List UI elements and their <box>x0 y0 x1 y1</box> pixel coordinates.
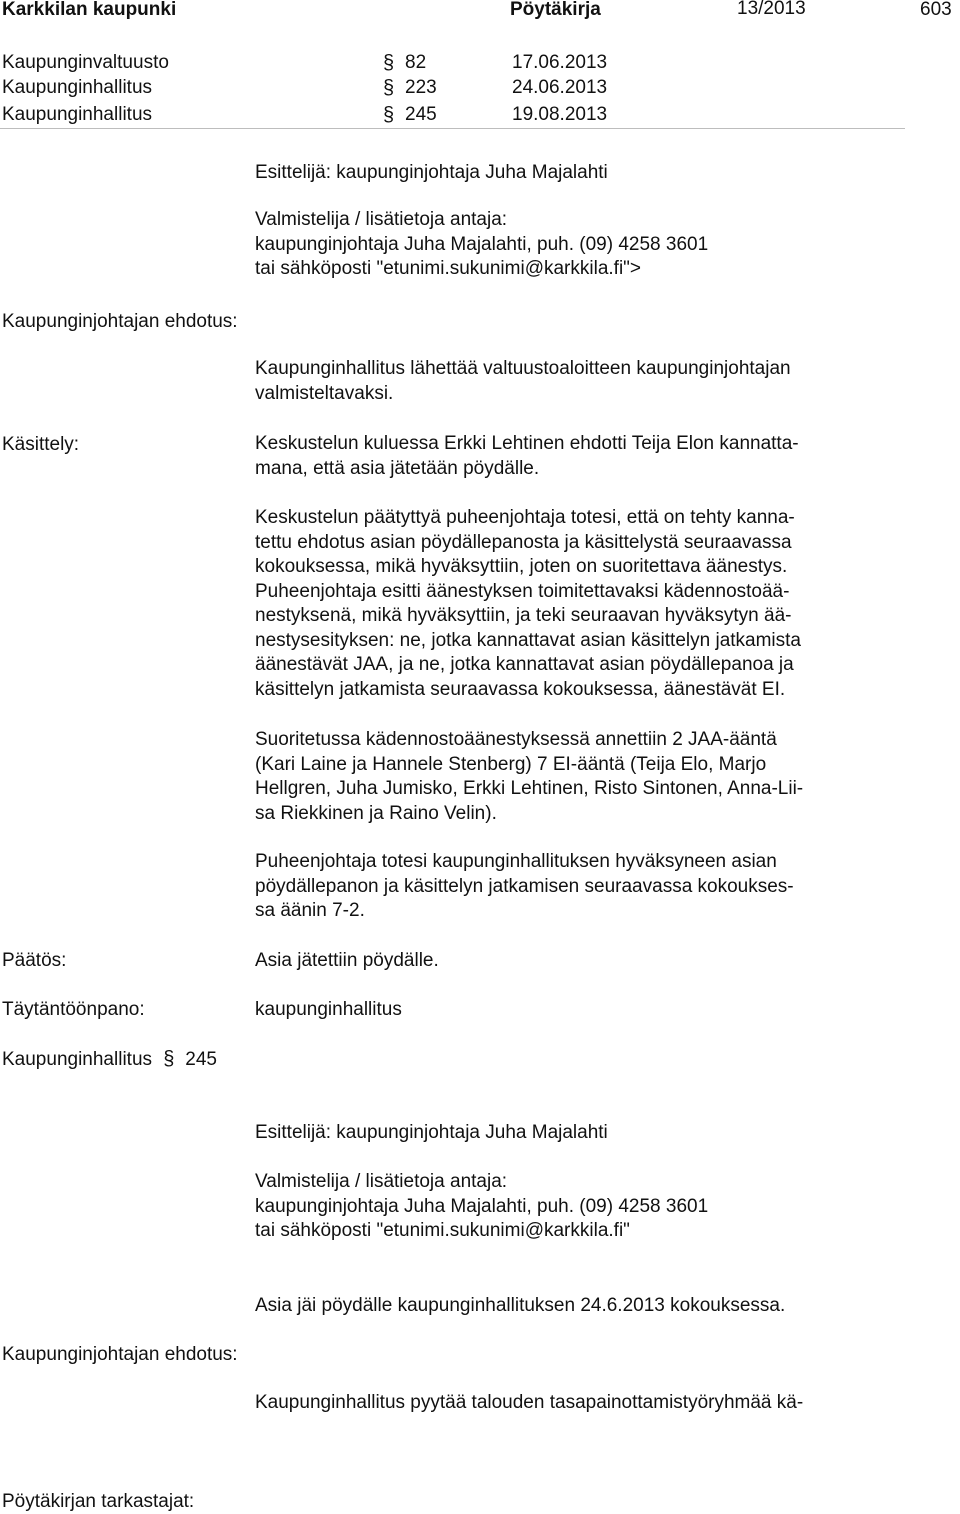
history-section: 223 <box>405 77 437 98</box>
proposal-label: Kaupunginjohtajan ehdotus: <box>2 311 238 332</box>
history-date: 24.06.2013 <box>512 77 608 98</box>
item-note: Asia jäi pöydälle kaupunginhallituksen 24.6.2013 kokouksessa. <box>255 1295 786 1316</box>
preparer-line: Valmistelija / lisätietoja antaja: <box>255 1171 508 1192</box>
history-date: 17.06.2013 <box>512 52 608 73</box>
preparer-line: kaupunginjohtaja Juha Majalahti, puh. (09) 4258 3601 <box>255 1195 709 1217</box>
section-sign: § <box>383 104 395 126</box>
proposal-label: Kaupunginjohtajan ehdotus: <box>2 1344 238 1365</box>
execution-text: kaupunginhallitus <box>255 999 402 1020</box>
presenter: Esittelijä: kaupunginjohtaja Juha Majalahti <box>255 162 608 183</box>
preparer-info <box>255 1170 875 1244</box>
header-divider <box>0 128 905 129</box>
item-heading-section: 245 <box>185 1049 217 1070</box>
preparer-line: Valmistelija / lisätietoja antaja: <box>255 209 508 230</box>
preparer-line: tai sähköposti "etunimi.sukunimi@karkkila.fi"> <box>255 258 642 279</box>
history-body: Kaupunginvaltuusto <box>2 52 169 73</box>
proposal-text: Kaupunginhallitus pyytää talouden tasapainottamistyöryhmää kä- <box>255 1392 804 1413</box>
history-body: Kaupunginhallitus <box>2 104 153 125</box>
city-name: Karkkilan kaupunki <box>2 0 177 20</box>
handling-paragraph: Puheenjohtaja totesi kaupunginhallituksen hyväksyneen asian pöydällepanon ja käsittelyn jatkamisen seuraavassa kokoukses- sa äänin 7-2. <box>255 851 794 921</box>
document-number: 13/2013 <box>737 0 806 19</box>
handling-paragraph: Suoritetussa kädennostoäänestyksessä annettiin 2 JAA-ääntä (Kari Laine ja Hannele Stenberg) 7 EI-ääntä (Teija Elo, Marjo Hellgren, Juha Jumisko, Erkki Lehtinen, Risto Sintonen, Anna-Lii- sa Riekkinen ja Raino Velin). <box>255 729 804 824</box>
handling-label: Käsittely: <box>2 434 80 455</box>
preparer-line: tai sähköposti "etunimi.sukunimi@karkkila.fi" <box>255 1220 630 1241</box>
history-section: 82 <box>405 52 427 73</box>
presenter: Esittelijä: kaupunginjohtaja Juha Majalahti <box>255 1122 608 1143</box>
history-section: 245 <box>405 104 437 125</box>
handling-paragraph: Keskustelun päätyttyä puheenjohtaja totesi, että on tehty kanna- tettu ehdotus asian pöydällepanosta ja käsittelystä seuraavassa kokouksessa, mikä hyväksyttiin, joten on suoritettava äänestys. Puheenjohtaja esitti äänestyksen toimitettavaksi kädennostoää- nestyksenä, mikä hyväksyttiin, ja teki seuraavan hyväksytyn ää- nestysesityksen: ne, jotka kannattavat asian käsittelyn jatkamista äänestävät JAA, ja ne, jotka kannattavat asian pöydällepanoa ja käsittelyn jatkamista seuraavassa kokouksessa, äänestävät EI. <box>255 507 801 700</box>
execution-label: Täytäntöönpano: <box>2 999 145 1020</box>
reviewers-label: Pöytäkirjan tarkastajat: <box>2 1491 195 1512</box>
item-heading-body: Kaupunginhallitus <box>2 1049 153 1070</box>
history-date: 19.08.2013 <box>512 104 608 125</box>
preparer-info <box>255 208 875 282</box>
handling-paragraph: Keskustelun kuluessa Erkki Lehtinen ehdotti Teija Elon kannatta- mana, että asia jätetään pöydälle. <box>255 433 799 479</box>
document-type: Pöytäkirja <box>510 0 601 20</box>
section-sign: § <box>383 52 395 74</box>
section-sign: § <box>383 77 395 99</box>
history-body: Kaupunginhallitus <box>2 77 153 98</box>
decision-text: Asia jätettiin pöydälle. <box>255 950 439 971</box>
item-heading <box>2 1047 217 1072</box>
proposal-text: Kaupunginhallitus lähettää valtuustoaloitteen kaupunginjohtajan valmisteltavaksi. <box>255 358 791 404</box>
page-number: 603 <box>920 0 952 20</box>
section-sign: § <box>163 1048 175 1070</box>
preparer-line: kaupunginjohtaja Juha Majalahti, puh. (09) 4258 3601 <box>255 233 709 255</box>
decision-label: Päätös: <box>2 950 67 971</box>
